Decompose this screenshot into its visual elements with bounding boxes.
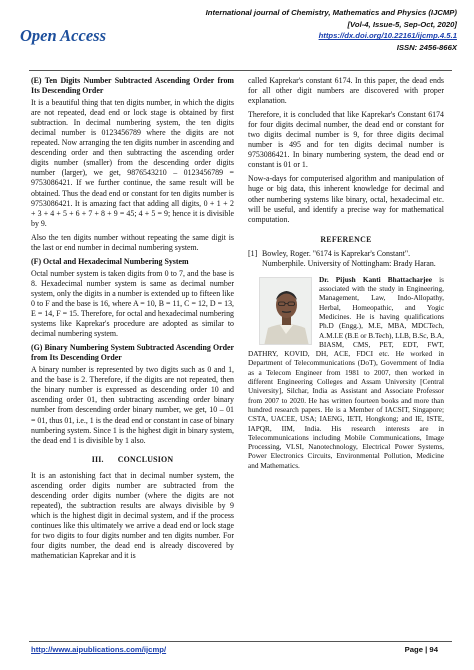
journal-volume: [Vol-4, Issue-5, Sep-Oct, 2020] xyxy=(347,19,457,29)
reference-item xyxy=(248,249,444,269)
conclusion-number: III. xyxy=(91,454,104,464)
reference-heading: REFERENCE xyxy=(320,234,372,244)
conclusion-paragraph-3: Now-a-days for computerised algorithm and manipulation of huge or big data, this inherent knowledge for decimal and other numbering systems like binary, octal, hexadecimal etc. will be useful, and identify a precise way for mathematical computation. xyxy=(248,174,444,224)
conclusion-heading xyxy=(31,455,234,465)
open-access-logo: Open Access xyxy=(20,26,106,45)
header-divider xyxy=(29,70,452,71)
right-column xyxy=(248,76,444,470)
left-column xyxy=(31,76,234,565)
section-f-heading: (F) Octal and Hexadecimal Numbering System xyxy=(31,256,189,266)
author-name: Dr. Pijush Kanti Bhattacharjee xyxy=(319,274,432,284)
section-g-paragraph: A binary number is represented by two digits such as 0 and 1, and the base is 2. Therefore, if the digits are not repeated, then the binary number is expressed as descending order 10 and ascending order 01, then subtracting ascending order binary number from descending order binary number, we get, 10 – 01 = 01, thus 01, i.e., 1 is the dead end or constant in case of binary numbering system. Since 1 is the highest digit in binary system, the dead end 1 is divisible by 1 also. xyxy=(31,365,234,445)
footer-link[interactable]: http://www.aipublications.com/ijcmp/ xyxy=(31,645,167,654)
section-f-paragraph: Octal number system is taken digits from 0 to 7, and the base is 8. Hexadecimal number system is same as decimal number system, only the digits in a number is extended up to fifteen like 0 to F and the base is 16, where A = 10, B = 11, C = 12, D = 13, E = 14, F = 15. Therefore, for octal and hexadecimal numbering systems like Kaprekar's procedure are adopted as similar to decimal numbering system. xyxy=(31,268,234,339)
conclusion-paragraph-cont: called Kaprekar's constant 6174. In this paper, the dead ends for all other digit numbers are discovered with proper explanation. xyxy=(248,76,444,106)
doi-link[interactable]: https://dx.doi.org/10.22161/ijcmp.4.5.1 xyxy=(318,31,457,41)
section-e-heading: (E) Ten Digits Number Subtracted Ascending Order from Its Descending Order xyxy=(31,76,234,96)
author-photo xyxy=(259,277,312,345)
conclusion-paragraph-2: Therefore, it is concluded that like Kaprekar's Constant 6174 for four digits decimal number, the dead end or constant for two digits decimal number is 9, for three digits decimal number is 495 and for ten digits decimal number is 9753086421. In binary numbering system, the dead end or constant is 01 or 1. xyxy=(248,110,444,170)
reference-text: Bowley, Roger. "6174 is Kaprekar's Constant". Numberphile. University of Nottingham: Brady Haran. xyxy=(262,248,436,268)
author-description: is associated with the study in Engineering, Management, Law, Indo-Allopathy, Herbal, Homeopathic, and Yogic Medicines. He is having qualifications Ph.D (Engg.), M.E, MBA, MDCTech, A.M.I.E (B.E or B.Tech), LLB, B.Sc, B.A, BIASM, CMS, PET, EDT, FWT, DATHRY, KOVID, DH, ACE, FDCI etc. He worked in Department of Telecommunications (DoT), Government of India as a Telecom Engineer from 1981 to 2007, then worked in different Engineering Colleges and Assam University [Central University], Silchar, India as Assistant and Associate Professor from 2007 to 2020. He has written fourteen books and more than hundred research papers. He is a Member of IACSIT, Singapore; CSTA, UACEE, USA; IAENG, IETI, Hongkong; and IE, ISTE, IAPQR, IIM, India. His research interests are in Telecommunications including Mobile Communications, Image Processing, VLSI, Nanotechnology, Electrical Power Systems, Power Electronics Circuits, Environmental Pollution, Medicine and Mathematics. xyxy=(248,274,444,470)
section-e-paragraph-1: It is a beautiful thing that ten digits number, in which the digits are not repeated, dead end or lock stage is obtained by first subtraction. In decimal numbering system, the ten digits decimal number is 0123456789 where the digits are not repeated. Now arranging the ten digits number in ascending and descending order and then subtracting the ascending order digits number (smaller) from the descending order digits number (larger), we get, 9876543210 – 0123456789 = 9753086421. If we further continue, the same result will be obtained. Thus the dead end or constant for ten digits number is 9753086421. It is amazing fact that adding all digits, 0 + 1 + 2 + 3 + 4 + 5 + 6 + 7 + 8 + 9 = 45; 4 + 5 = 9; hence it is divisible by 9. xyxy=(31,98,234,228)
reference-number: [1] xyxy=(248,248,258,258)
author-portrait-image xyxy=(260,278,312,345)
page-number: Page | 94 xyxy=(404,645,438,654)
section-g-heading: (G) Binary Numbering System Subtracted Ascending Order from Its Descending Order xyxy=(31,343,234,363)
journal-info xyxy=(206,7,457,53)
author-bio xyxy=(248,275,444,470)
journal-title: International journal of Chemistry, Mathematics and Physics (IJCMP) xyxy=(205,8,457,17)
conclusion-paragraph: It is an astonishing fact that in decimal number system, the ascending order digits number are subtracted from the descending order digits number (where the digits are not repeated), the subtraction results are always divisible by 9 which is the highest digit in decimal system, and if the process continues like this ultimately we arrive a dead end or lock stage for two digits to four digits number and ten digits number. For four digits number, the dead end is already discovered by mathematician Kaprekar and it is xyxy=(31,470,234,561)
section-e-paragraph-2: Also the ten digits number without repeating the same digit is the last or end number in decimal numbering system. xyxy=(31,232,234,252)
conclusion-title: CONCLUSION xyxy=(117,454,174,464)
footer-divider xyxy=(29,641,452,642)
issn: ISSN: 2456-866X xyxy=(396,42,457,52)
page-header xyxy=(0,0,474,72)
